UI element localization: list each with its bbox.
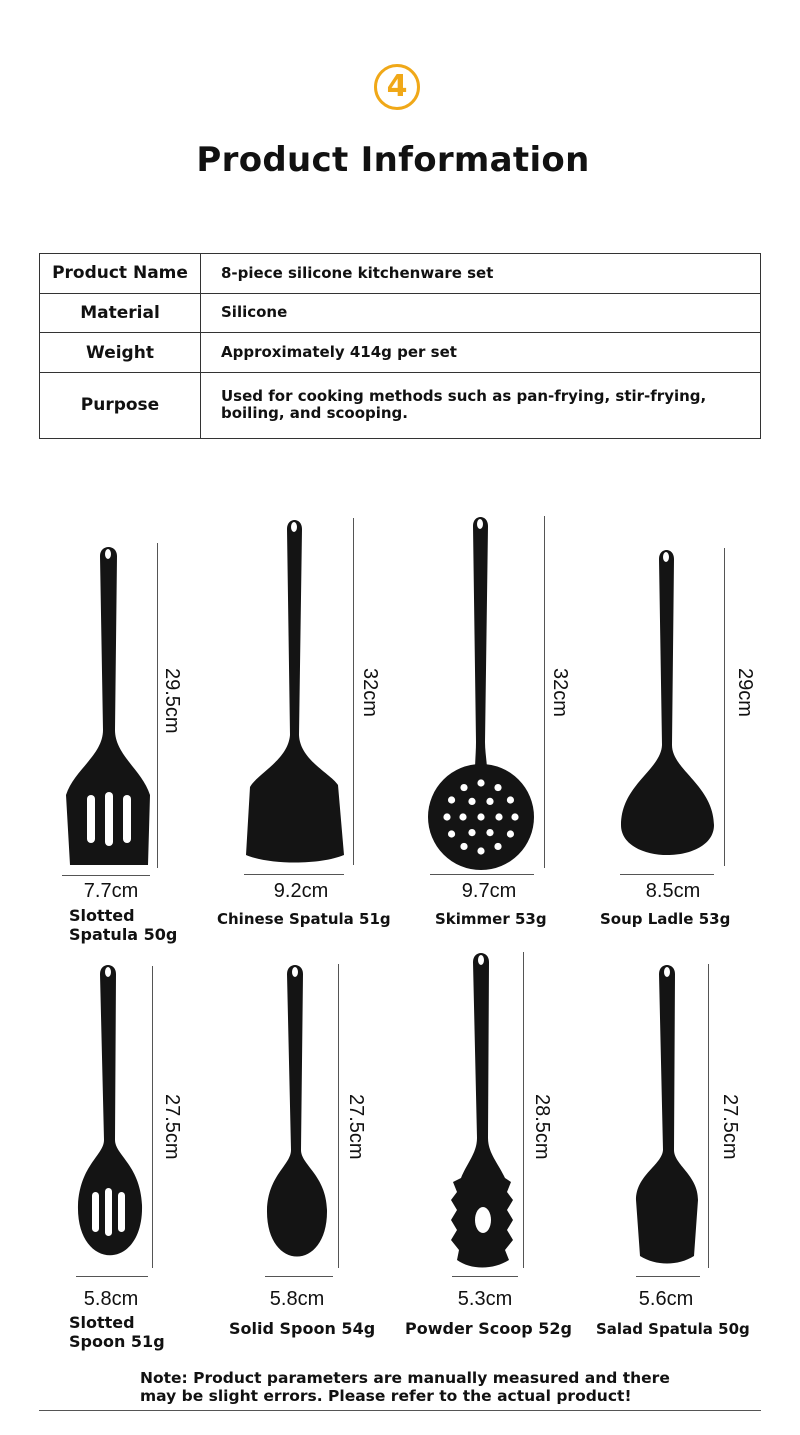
powder-scoop-icon (443, 948, 523, 1273)
table-row (40, 293, 761, 333)
length-label-slotted-spatula: 29.5cm (161, 668, 183, 734)
width-label-slotted-spoon: 5.8cm (83, 1288, 139, 1310)
length-label-powder-scoop: 28.5cm (531, 1094, 553, 1160)
row-label-material: Material (40, 293, 201, 333)
chinese-spatula-icon (240, 515, 350, 870)
name-label-soup-ladle: Soup Ladle 53g (600, 910, 731, 928)
table-row (40, 254, 761, 294)
name-label-powder-scoop: Powder Scoop 52g (405, 1319, 572, 1338)
name-label-skimmer: Skimmer 53g (435, 910, 547, 928)
length-label-solid-spoon: 27.5cm (345, 1094, 367, 1160)
bottom-divider (39, 1410, 761, 1411)
length-label-skimmer: 32cm (549, 668, 571, 717)
name-label-salad-spatula: Salad Spatula 50g (596, 1320, 750, 1338)
row-value-weight: Approximately 414g per set (201, 333, 761, 373)
width-label-salad-spatula: 5.6cm (638, 1288, 694, 1310)
step-number: 4 (386, 69, 408, 104)
name-label-slotted-spoon: Slotted Spoon 51g (69, 1313, 165, 1351)
skimmer-icon (425, 512, 540, 872)
solid-spoon-icon (258, 960, 338, 1270)
row-value-purpose: Used for cooking methods such as pan-frying, stir-frying, boiling, and scooping. (201, 372, 761, 438)
row-value-material: Silicone (201, 293, 761, 333)
name-label-slotted-spatula: Slotted Spatula 50g (69, 906, 178, 944)
disclaimer-note: Note: Product parameters are manually measured and there may be slight errors. Please refer to the actual product! (140, 1369, 670, 1405)
width-label-soup-ladle: 8.5cm (645, 880, 701, 902)
width-label-chinese-spatula: 9.2cm (273, 880, 329, 902)
row-value-product-name: 8-piece silicone kitchenware set (201, 254, 761, 294)
soup-ladle-icon (615, 545, 720, 870)
product-info-table (39, 253, 761, 439)
table-row (40, 333, 761, 373)
width-label-slotted-spatula: 7.7cm (83, 880, 139, 902)
page-title: Product Information (196, 140, 590, 180)
table-row (40, 372, 761, 438)
row-label-purpose: Purpose (40, 372, 201, 438)
slotted-spoon-icon (70, 960, 150, 1270)
row-label-weight: Weight (40, 333, 201, 373)
length-label-salad-spatula: 27.5cm (719, 1094, 741, 1160)
width-label-skimmer: 9.7cm (461, 880, 517, 902)
length-label-slotted-spoon: 27.5cm (161, 1094, 183, 1160)
width-label-powder-scoop: 5.3cm (457, 1288, 513, 1310)
name-label-solid-spoon: Solid Spoon 54g (229, 1319, 376, 1338)
slotted-spatula-icon (60, 540, 160, 870)
step-number-badge (374, 64, 420, 110)
salad-spatula-icon (628, 960, 708, 1270)
name-label-chinese-spatula: Chinese Spatula 51g (217, 910, 391, 928)
length-label-soup-ladle: 29cm (734, 668, 756, 717)
row-label-product-name: Product Name (40, 254, 201, 294)
width-label-solid-spoon: 5.8cm (269, 1288, 325, 1310)
length-label-chinese-spatula: 32cm (359, 668, 381, 717)
